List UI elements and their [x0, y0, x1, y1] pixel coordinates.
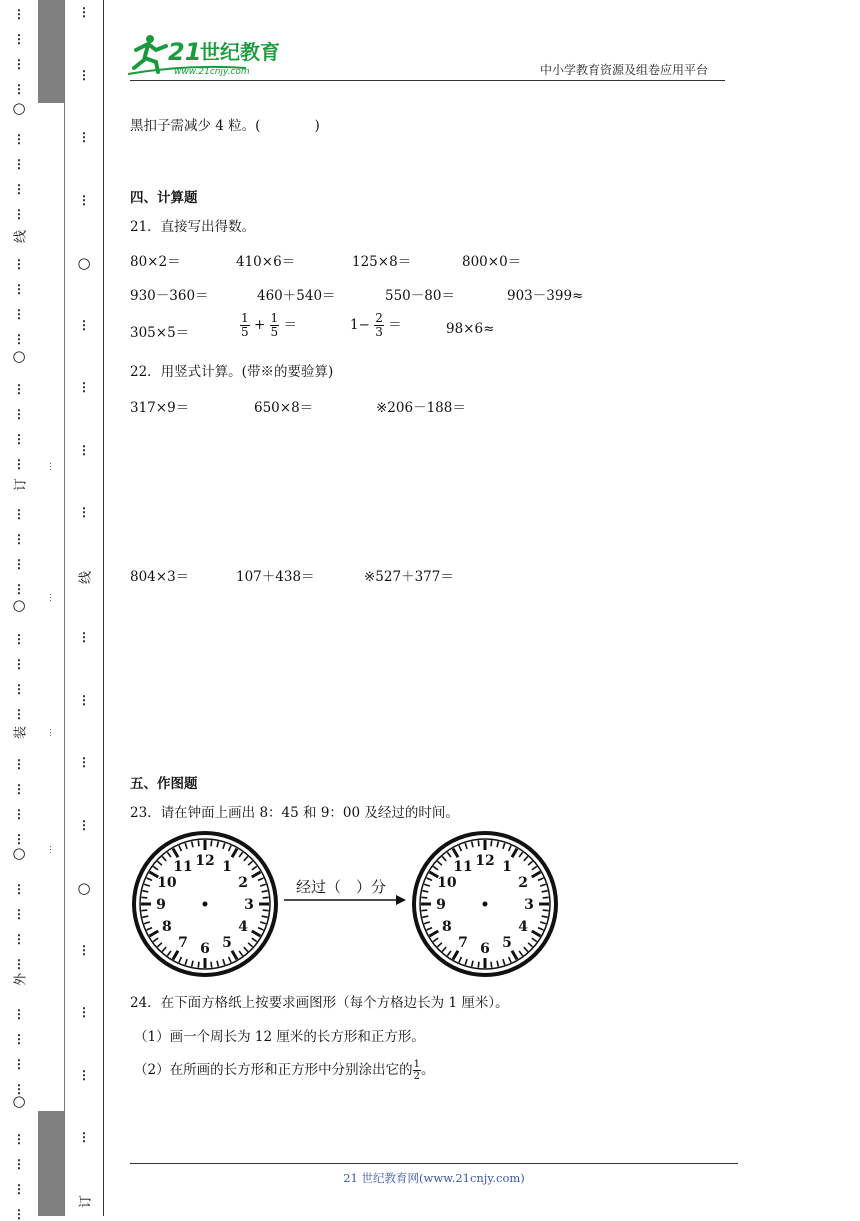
q21-title: 21．直接写出得数。 — [130, 219, 256, 235]
q24-part2 — [134, 1058, 434, 1082]
binding-circle: ○ — [77, 879, 91, 897]
gray-block-bottom — [38, 1111, 64, 1216]
binding-dots: ⋮ — [13, 782, 25, 796]
clock-number: 4 — [238, 919, 248, 935]
binding-dots: ⋮ — [78, 942, 90, 957]
binding-dots: ⋮ — [13, 707, 25, 721]
q21-r2-c4: 903－399≈ — [507, 288, 584, 304]
binding-dots: ⋮ — [13, 82, 25, 96]
binding-dots: ⋮ — [13, 382, 25, 396]
gray-strip-dots: ⋯ — [46, 463, 56, 471]
clock-tick — [491, 962, 492, 968]
q21-r3-c4: 98×6≈ — [446, 321, 495, 337]
header-rule — [130, 80, 725, 81]
binding-margin-inner — [65, 0, 104, 1216]
clock-face-right — [410, 831, 560, 977]
fraction: $\frac{2}{3}$ — [375, 311, 383, 339]
q22-r2-c3: ※527＋377＝ — [364, 569, 454, 585]
binding-dots: ⋮ — [13, 932, 25, 946]
binding-dots: ⋮ — [78, 505, 90, 519]
clock-tick — [543, 897, 549, 898]
q23-title: 23．请在钟面上画出 8：45 和 9：00 及经过的时间。 — [130, 805, 459, 821]
binding-dots: ⋮ — [78, 755, 90, 769]
binding-dots: ⋮ — [78, 317, 90, 332]
binding-dots: ⋮ — [78, 1005, 90, 1019]
clock-tick — [491, 840, 492, 846]
clock-number: 9 — [436, 897, 446, 913]
binding-dots: ⋮ — [13, 1082, 25, 1096]
clock-number: 2 — [518, 875, 528, 891]
clock-number: 7 — [458, 935, 468, 952]
binding-dots: ⋮ — [13, 1207, 25, 1221]
binding-dots: ⋮ — [78, 192, 90, 207]
binding-dots: ⋮ — [13, 282, 25, 296]
q22-title: 22．用竖式计算。(带※的要验算) — [130, 364, 334, 380]
binding-label: 订 — [13, 478, 29, 492]
clock-tick — [478, 962, 479, 968]
binding-dots: ⋮ — [78, 67, 90, 82]
binding-dots: ⋮ — [13, 1157, 25, 1171]
q22-r2-c2: 107＋438＝ — [236, 569, 315, 585]
clock-number: 5 — [222, 935, 232, 952]
clock-number: 8 — [442, 919, 452, 935]
clock-number: 6 — [200, 941, 210, 957]
binding-dots: ⋮ — [13, 32, 25, 46]
clock-center-dot — [483, 902, 488, 907]
svg-text:www.21cnjy.com: www.21cnjy.com — [174, 67, 250, 77]
previous-question-tail: 黑扣子需减少 4 粒。( ) — [130, 118, 320, 134]
clock-tick — [211, 840, 212, 846]
platform-name: 中小学教育资源及组卷应用平台 — [540, 63, 709, 77]
binding-dots: ⋮ — [78, 692, 90, 707]
arrow-label: 经过（ ）分 — [296, 878, 387, 896]
arrow-elapsed — [284, 870, 410, 910]
clock-number: 7 — [178, 935, 188, 952]
fraction-half: $\frac{1}{2}$ — [413, 1059, 420, 1082]
q21-r1-c2: 410×6＝ — [236, 254, 296, 270]
binding-margin-outer — [0, 0, 39, 1221]
q22-r1-c2: 650×8＝ — [254, 400, 314, 416]
binding-dots: ⋮ — [13, 457, 25, 471]
q24-part1: （1）画一个周长为 12 厘米的长方形和正方形。 — [134, 1029, 425, 1045]
binding-dots: ⋮ — [13, 807, 25, 821]
binding-dots: ⋮ — [13, 632, 25, 646]
binding-label: 外 — [13, 973, 29, 987]
equals-sign: ＝ — [388, 317, 402, 333]
clock-number: 3 — [524, 897, 534, 913]
binding-dots: ⋮ — [78, 130, 90, 144]
binding-circle: ○ — [12, 844, 26, 862]
clock-number: 4 — [518, 919, 528, 935]
equals-sign: ＝ — [283, 317, 297, 333]
q21-r3-c3 — [350, 312, 402, 339]
binding-dots: ⋮ — [13, 157, 25, 171]
clock-tick — [263, 910, 269, 911]
clock-number: 9 — [156, 897, 166, 913]
binding-dots: ⋮ — [78, 5, 90, 19]
binding-dots: ⋮ — [13, 532, 25, 546]
binding-dots: ⋮ — [13, 582, 25, 596]
clock-number: 3 — [244, 897, 254, 913]
binding-margin-gray — [38, 0, 65, 1216]
gray-strip-dots: ⋯ — [46, 846, 56, 854]
binding-dots: ⋮ — [13, 207, 25, 221]
clock-face-left — [130, 831, 280, 977]
clock-number: 5 — [502, 935, 512, 952]
arrow-head-icon — [396, 895, 406, 905]
clock-number: 12 — [195, 853, 215, 869]
gray-strip-dots: ⋯ — [46, 594, 56, 602]
binding-circle: ○ — [12, 99, 26, 117]
binding-dots: ⋮ — [13, 682, 25, 696]
q21-r1-c4: 800×0＝ — [462, 254, 522, 270]
q22-r1-c1: 317×9＝ — [130, 400, 190, 416]
binding-dots: ⋮ — [13, 757, 25, 771]
binding-dots: ⋮ — [13, 882, 25, 896]
clock-tick — [198, 962, 199, 968]
one-minus: 1− — [350, 317, 370, 333]
binding-dots: ⋮ — [78, 1130, 90, 1144]
binding-dots: ⋮ — [13, 1007, 25, 1021]
q24-part2-text: （2）在所画的长方形和正方形中分别涂出它的 — [134, 1062, 413, 1078]
binding-dots: ⋮ — [13, 657, 25, 671]
q21-r2-c2: 460＋540＝ — [257, 288, 336, 304]
section-4-title: 四、计算题 — [130, 190, 198, 206]
clock-number: 6 — [480, 941, 490, 957]
q22-r2-c1: 804×3＝ — [130, 569, 190, 585]
q21-r1-c1: 80×2＝ — [130, 254, 181, 270]
q24-part2-end: 。 — [420, 1062, 435, 1078]
binding-dots: ⋮ — [13, 957, 25, 971]
binding-dots: ⋮ — [13, 182, 25, 196]
clock-number: 1 — [502, 858, 512, 875]
footer-text: 21 世纪教育网(www.21cnjy.com) — [343, 1171, 525, 1185]
clock-number: 8 — [162, 919, 172, 935]
binding-dots: ⋮ — [13, 832, 25, 846]
binding-dots: ⋮ — [78, 630, 90, 644]
section-5-title: 五、作图题 — [130, 776, 198, 792]
q21-r2-c3: 550－80＝ — [385, 288, 455, 304]
gray-strip-dots: ⋯ — [46, 729, 56, 737]
binding-dots: ⋮ — [13, 1132, 25, 1146]
binding-dots: ⋮ — [13, 7, 25, 21]
q22-r1-c3: ※206－188＝ — [376, 400, 466, 416]
clock-tick — [543, 910, 549, 911]
clock-center-dot — [203, 902, 208, 907]
binding-dots: ⋮ — [13, 57, 25, 71]
binding-dots: ⋮ — [78, 817, 90, 832]
binding-dots: ⋮ — [13, 907, 25, 921]
clock-number: 11 — [173, 858, 193, 875]
clock-number: 1 — [222, 858, 232, 875]
clock-tick — [478, 840, 479, 846]
fraction: $\frac{1}{5}$ — [241, 311, 249, 339]
binding-dots: ⋮ — [78, 380, 90, 394]
binding-dots: ⋮ — [13, 1057, 25, 1071]
clock-tick — [198, 840, 199, 846]
binding-dots: ⋮ — [13, 257, 25, 271]
binding-circle: ○ — [77, 254, 91, 272]
clock-number: 2 — [238, 875, 248, 891]
clock-number: 10 — [437, 875, 457, 891]
binding-dots: ⋮ — [13, 507, 25, 521]
q21-r3-c2 — [240, 312, 297, 339]
logo-21cnjy — [126, 30, 296, 78]
binding-dots: ⋮ — [13, 1182, 25, 1196]
plus-sign: + — [253, 317, 266, 333]
clock-number: 12 — [475, 853, 495, 869]
q21-r1-c3: 125×8＝ — [352, 254, 412, 270]
binding-dots: ⋮ — [13, 407, 25, 421]
clock-tick — [263, 897, 269, 898]
clock-tick — [141, 897, 147, 898]
clock-tick — [211, 962, 212, 968]
gray-block-top — [38, 0, 64, 103]
binding-circle: ○ — [12, 596, 26, 614]
q24-title: 24．在下面方格纸上按要求画图形（每个方格边长为 1 厘米）。 — [130, 995, 509, 1011]
binding-circle: ○ — [12, 347, 26, 365]
clock-tick — [421, 910, 427, 911]
clock-number: 10 — [157, 875, 177, 891]
binding-label: 装 — [13, 726, 29, 740]
clock-tick — [141, 910, 147, 911]
svg-text:世纪教育: 世纪教育 — [200, 40, 280, 64]
q21-r3-c1: 305×5＝ — [130, 325, 190, 341]
fraction: $\frac{1}{5}$ — [270, 311, 279, 339]
q21-r2-c1: 930－360＝ — [130, 288, 209, 304]
svg-text:21: 21 — [168, 38, 202, 66]
binding-dots: ⋮ — [13, 332, 25, 346]
clock-number: 11 — [453, 858, 473, 875]
binding-dots: ⋮ — [13, 132, 25, 146]
binding-dots: ⋮ — [13, 557, 25, 571]
binding-dots: ⋮ — [78, 442, 90, 457]
binding-dots: ⋮ — [78, 1067, 90, 1082]
footer-rule — [130, 1163, 738, 1164]
binding-dots: ⋮ — [13, 307, 25, 321]
binding-circle: ○ — [12, 1092, 26, 1110]
clock-tick — [421, 897, 427, 898]
binding-label: 订 — [78, 1195, 94, 1209]
binding-label: 线 — [78, 571, 94, 585]
binding-dots: ⋮ — [13, 1032, 25, 1046]
binding-dots: ⋮ — [13, 432, 25, 446]
binding-label: 线 — [13, 230, 29, 244]
